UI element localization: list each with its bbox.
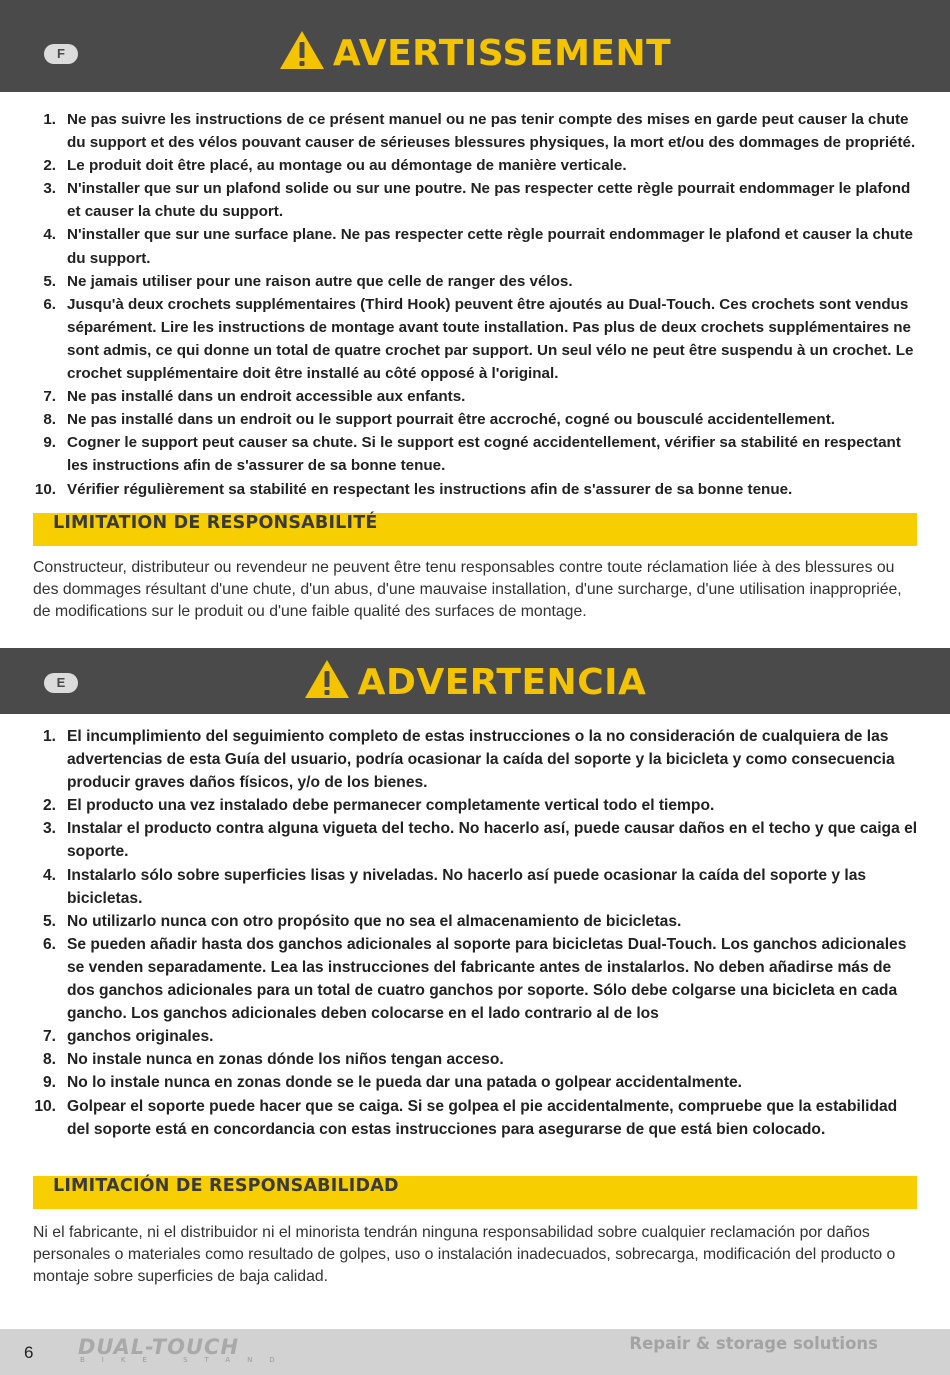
- warning-number: 1.: [43, 111, 56, 128]
- warning-item: [0, 177, 950, 223]
- warning-text: Le produit doit être placé, au montage ou au démontage de manière verticale.: [67, 157, 627, 175]
- warning-item: [0, 794, 950, 817]
- brand-logo: [78, 1335, 292, 1364]
- warning-text: Vérifier régulièrement sa stabilité en respectant les instructions afin de s'assurer de sa bonne tenue.: [67, 480, 793, 498]
- warning-item: [0, 1025, 950, 1048]
- logo-subtitle: BIKE STAND: [80, 1356, 292, 1364]
- liability-header-fr: LIMITATION DE RESPONSABILITÉ: [33, 513, 917, 546]
- warning-list-es: [0, 725, 950, 1141]
- warning-item: [0, 817, 950, 863]
- language-badge-es: E: [44, 673, 78, 693]
- liability-header-es: LIMITACIÓN DE RESPONSABILIDAD: [33, 1176, 917, 1209]
- warning-number: 1.: [42, 728, 56, 745]
- language-badge-fr: F: [44, 44, 78, 64]
- warning-number: 7.: [42, 1028, 56, 1046]
- warning-number: 8.: [43, 411, 56, 429]
- warning-text: N'installer que sur un plafond solide ou sur une poutre. Ne pas respecter cette règle pourrait endommager le plafond et causer la chute du support.: [67, 180, 911, 221]
- warning-number: 2.: [42, 797, 56, 815]
- warning-title-fr: [0, 30, 950, 74]
- warning-list-fr: [0, 108, 950, 501]
- warning-item: [0, 154, 950, 177]
- warning-item: [0, 725, 950, 794]
- warning-text: No instale nunca en zonas dónde los niños tengan acceso.: [67, 1051, 504, 1069]
- warning-item: [0, 1095, 950, 1141]
- warning-text: Instalar el producto contra alguna vigueta del techo. No hacerlo así, puede causar daños en el techo y que caiga el soporte.: [67, 820, 918, 861]
- warning-number: 5.: [43, 272, 56, 290]
- warning-item: [0, 108, 950, 154]
- page-number: 6: [24, 1343, 34, 1362]
- warning-title-es: [0, 659, 950, 703]
- warning-text: Ne pas installé dans un endroit accessible aux enfants.: [67, 388, 466, 406]
- warning-number: 8.: [42, 1051, 56, 1069]
- warning-text: Instalarlo sólo sobre superficies lisas y niveladas. No hacerlo así puede ocasionar la caída del soporte y las bicicletas.: [67, 866, 867, 907]
- warning-text: El incumplimiento del seguimiento completo de estas instrucciones o la no consideración de cualquiera de las advertencias de esta Guía del usuario, podría ocasionar la caída del soporte y la bicicleta y como consecuencia producir graves daños físicos, y/o de los bienes.: [67, 728, 895, 792]
- warning-text: Cogner le support peut causer sa chute. Si le support est cogné accidentellement, vérifier sa stabilité en respectant les instructions afin de s'assurer de sa bonne tenue.: [67, 434, 901, 475]
- warning-item: [0, 431, 950, 477]
- warning-text: No lo instale nunca en zonas donde se le pueda dar una patada o golpear accidentalmente.: [67, 1074, 743, 1092]
- warning-banner-fr: [0, 0, 950, 92]
- warning-text: Golpear el soporte puede hacer que se caiga. Si se golpea el pie accidentalmente, compruebe que la estabilidad del soporte está en concordancia con estas instrucciones para asegurarse de que está bien colocado.: [67, 1097, 898, 1138]
- warning-text: Jusqu'à deux crochets supplémentaires (Third Hook) peuvent être ajoutés au Dual-Touch. Ces crochets sont vendus séparément. Lire les instructions de montage avant toute installation. Pas plus de deux crochets supplémentaires ne sont admis, ce qui donne un total de quatre crochet par support. Un seul vélo ne peut être suspendu à un crochet. Le crochet supplémentaire doit être installé au côté opposé à l'original.: [67, 295, 914, 383]
- warning-item: [0, 385, 950, 408]
- liability-text-fr: Constructeur, distributeur ou revendeur ne peuvent être tenu responsables contre toute réclamation liée à des blessures ou des dommages résultant d'une chute, d'un abus, d'une mauvaise installation, d'une surcharge, d'une utilisation inappropriée, de modifications sur le produit ou d'une faible qualité des surfaces de montage.: [33, 559, 902, 620]
- warning-number: 9.: [42, 1074, 56, 1092]
- warning-number: 3.: [42, 820, 56, 838]
- warning-text: Ne pas installé dans un endroit ou le support pourrait être accroché, cogné ou bousculé accidentellement.: [67, 411, 835, 429]
- warning-item: [0, 270, 950, 293]
- warning-number: 4.: [43, 226, 56, 244]
- liability-text-es: Ni el fabricante, ni el distribuidor ni el minorista tendrán ninguna responsabilidad sobre cualquier reclamación por daños personales o materiales como resultado de golpes, uso o instalación inadecuados, sobrecarga, modificación del producto o montaje sobre superficies de baja calidad.: [33, 1224, 896, 1285]
- warning-number: 2.: [43, 157, 56, 175]
- warning-number: 4.: [42, 866, 56, 884]
- warning-item: [0, 933, 950, 1025]
- warning-number: 9.: [43, 434, 56, 452]
- warning-number: 5.: [42, 912, 56, 930]
- logo-wordmark: DUAL-TOUCH: [78, 1335, 240, 1359]
- page-footer: [0, 1329, 950, 1375]
- warning-item: [0, 910, 950, 933]
- warning-item: [0, 1048, 950, 1071]
- warning-text: N'installer que sur une surface plane. Ne pas respecter cette règle pourrait endommager le plafond et causer la chute du support.: [67, 226, 913, 267]
- warning-title-text-es: ADVERTENCIA: [357, 662, 647, 703]
- warning-number: 3.: [43, 180, 56, 198]
- warning-text: El producto una vez instalado debe permanecer completamente vertical todo el tiempo.: [67, 797, 715, 815]
- warning-number: 6.: [42, 935, 56, 953]
- warning-text: No utilizarlo nunca con otro propósito que no sea el almacenamiento de bicicletas.: [67, 912, 682, 930]
- warning-text: Ne jamais utiliser pour une raison autre que celle de ranger des vélos.: [67, 272, 573, 290]
- warning-item: [0, 478, 950, 501]
- warning-number: 7.: [43, 388, 56, 406]
- warning-number: 6.: [43, 295, 56, 313]
- warning-title-text-fr: AVERTISSEMENT: [332, 33, 672, 74]
- warning-triangle-icon: [279, 30, 325, 70]
- warning-item: [0, 223, 950, 269]
- warning-text: ganchos originales.: [67, 1028, 214, 1046]
- brand-tagline: Repair & storage solutions: [629, 1334, 878, 1353]
- warning-item: [0, 408, 950, 431]
- warning-item: [0, 864, 950, 910]
- warning-triangle-icon: [304, 659, 350, 699]
- warning-item: [0, 293, 950, 385]
- warning-item: [0, 1071, 950, 1094]
- warning-text: Se pueden añadir hasta dos ganchos adicionales al soporte para bicicletas Dual-Touch. Los ganchos adicionales se venden separadamente. Lea las instrucciones del fabricante antes de instalarlos. No deben añadirse más de dos ganchos adicionales para un total de cuatro ganchos por soporte. Sólo debe colgarse una bicicleta en cada gancho. Los ganchos adicionales deben colocarse en el lado contrario al de los: [67, 935, 907, 1023]
- warning-banner-es: [0, 648, 950, 714]
- warning-text: Ne pas suivre les instructions de ce présent manuel ou ne pas tenir compte des mises en garde peut causer la chute du support et des vélos pouvant causer de sérieuses blessures physiques, la mort et/ou des dommages de propriété.: [67, 111, 916, 152]
- warning-number: 10.: [34, 1097, 56, 1115]
- warning-number: 10.: [34, 480, 56, 498]
